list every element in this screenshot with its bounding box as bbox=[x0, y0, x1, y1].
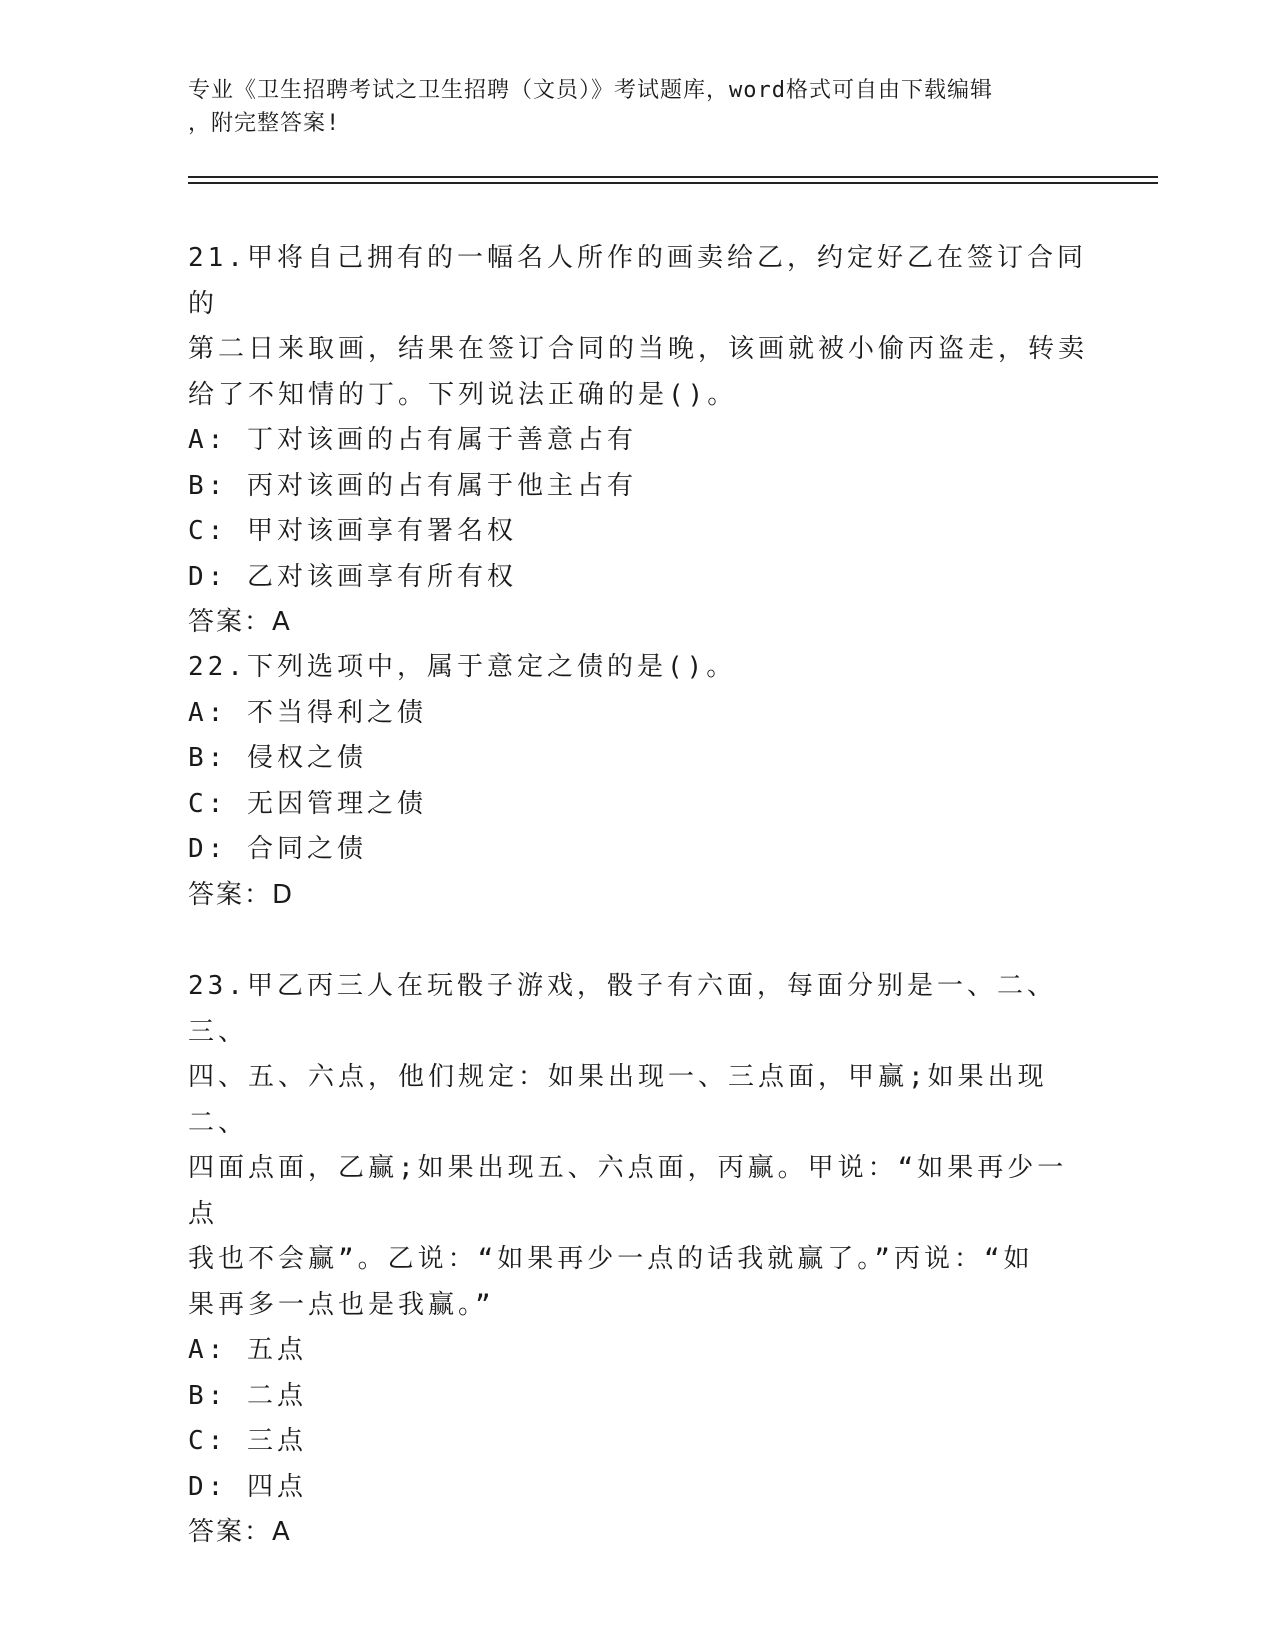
question-stem-line: 四、五、六点，他们规定：如果出现一、三点面，甲赢;如果出现二、 bbox=[188, 1062, 1048, 1138]
option-b: B: 丙对该画的占有属于他主占有 bbox=[188, 470, 637, 501]
option-d: D: 乙对该画享有所有权 bbox=[188, 561, 517, 592]
option-d: D: 合同之债 bbox=[188, 834, 367, 864]
question-stem-line: 第二日来取画，结果在签订合同的当晚，该画就被小偷丙盗走，转卖 bbox=[188, 334, 1089, 364]
question-stem-line: 四面点面，乙赢;如果出现五、六点面，丙赢。甲说：“如果再少一点 bbox=[188, 1153, 1068, 1229]
option-c: C: 三点 bbox=[188, 1426, 307, 1456]
option-c: C: 无因管理之债 bbox=[188, 788, 427, 819]
answer: 答案：A bbox=[188, 1517, 292, 1547]
option-c: C: 甲对该画享有署名权 bbox=[188, 516, 517, 546]
question-stem-line: 23.甲乙丙三人在玩骰子游戏，骰子有六面，每面分别是一、二、三、 bbox=[188, 971, 1057, 1047]
answer: 答案：A bbox=[188, 607, 292, 637]
header-line-2: ，附完整答案! bbox=[188, 111, 341, 136]
option-a: A: 丁对该画的占有属于善意占有 bbox=[188, 425, 637, 455]
option-a: A: 五点 bbox=[188, 1335, 307, 1365]
question-stem-line: 果再多一点也是我赢。” bbox=[188, 1289, 495, 1320]
question-23 bbox=[188, 964, 1088, 1556]
question-stem-line: 给了不知情的丁。下列说法正确的是()。 bbox=[188, 379, 738, 410]
question-stem-line: 我也不会赢”。乙说：“如果再少一点的话我就赢了。”丙说：“如 bbox=[188, 1244, 1034, 1274]
option-b: B: 二点 bbox=[188, 1380, 307, 1411]
question-21 bbox=[188, 236, 1088, 646]
question-22 bbox=[188, 645, 1088, 918]
header-divider-bottom bbox=[188, 182, 1158, 184]
document-header bbox=[188, 74, 1088, 140]
option-d: D: 四点 bbox=[188, 1471, 307, 1502]
header-line-1: 专业《卫生招聘考试之卫生招聘（文员）》考试题库，word格式可自由下载编辑 bbox=[188, 78, 993, 103]
question-stem-line: 22.下列选项中，属于意定之债的是()。 bbox=[188, 652, 737, 682]
option-b: B: 侵权之债 bbox=[188, 743, 367, 773]
question-stem-line: 21.甲将自己拥有的一幅名人所作的画卖给乙，约定好乙在签订合同的 bbox=[188, 243, 1087, 319]
answer: 答案：D bbox=[188, 879, 295, 910]
header-divider-top bbox=[188, 176, 1158, 178]
option-a: A: 不当得利之债 bbox=[188, 697, 427, 728]
